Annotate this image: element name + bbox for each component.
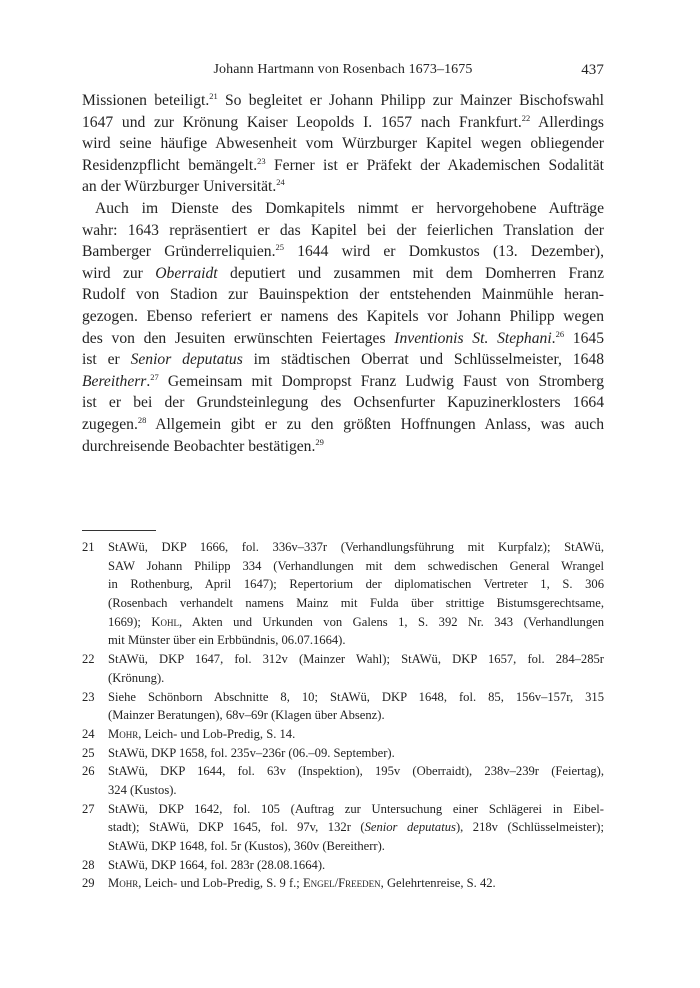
footnote-number: 28 [82, 857, 95, 872]
footnote-ref[interactable]: 26 [555, 328, 565, 339]
footnote-number: 22 [82, 652, 95, 667]
text: So begleitet er Johann Philipp zur Mainzer Bischofswahl [217, 92, 604, 109]
text: 1645 [564, 329, 604, 347]
footnote-28 [82, 856, 604, 875]
body-line [82, 328, 604, 350]
footnote-line: StAWü, DKP 1648, fol. 5r (Kustos), 360v (Bereitherr). [108, 839, 385, 853]
text: Siehe Schönborn Abschnitte 8, 10; StAWü, DKP 1648, fol. 85, 156v–157r, 315 [108, 689, 604, 704]
footnote-number: 25 [82, 745, 95, 760]
footnote-line [82, 613, 604, 632]
footnote-26 [82, 762, 604, 781]
body-line [82, 176, 604, 198]
footnote-number: 21 [82, 540, 95, 554]
body-line: ist er bei der Grundsteinlegung des Ochsenfurter Kapuzinerklosters 1664 [82, 394, 604, 412]
text: wird zur [82, 264, 156, 282]
footnote-line: 324 (Kustos). [108, 782, 177, 797]
body-paragraphs [82, 90, 604, 457]
text: an der Würzburger Universität. [82, 178, 277, 196]
footnotes [82, 538, 604, 893]
footnote-line: mit Münster über ein Erbbündnis, 06.07.1664). [108, 633, 346, 648]
body-line [82, 349, 604, 371]
text: ist er [82, 351, 131, 369]
text: Ferner ist er Präfekt der Akademischen Sodalität [265, 156, 604, 174]
body-line: wahr: 1643 repräsentiert er das Kapitel bei der feierlichen Translation der [82, 221, 604, 239]
body-line [82, 90, 604, 112]
author-name: Kohl [151, 614, 179, 629]
text: deputiert und zusammen mit dem Domherren Franz [217, 264, 604, 282]
footnote-line: SAW Johann Philipp 334 (Verhandlungen mit dem schwedischen General Wrangel [108, 558, 604, 573]
text: des von den Jesuiten erwünschten Feiertages [82, 329, 395, 347]
text: Allgemein gibt er zu den größten Hoffnungen Anlass, was auch [146, 415, 604, 433]
footnote-ref[interactable]: 29 [315, 436, 324, 447]
text: StAWü, DKP 1658, fol. 235v–236r (06.–09. September). [108, 745, 395, 760]
running-header [82, 60, 604, 84]
text: Residenzpflicht bemängelt. [82, 156, 258, 174]
footnote-number: 23 [82, 689, 95, 704]
body-line [82, 112, 604, 134]
author-name: Engel/Freeden [302, 876, 381, 891]
text: Allerdings [530, 113, 604, 131]
text: StAWü, DKP 1666, fol. 336v–337r (Verhandlungsführung mit Kurpfalz); StAWü, [108, 540, 604, 554]
footnote-ref[interactable]: 27 [150, 371, 159, 382]
footnote-ref[interactable]: 23 [257, 155, 266, 166]
footnote-line: in Rothenburg, April 1647); Repertorium der diplomatischen Vertreter 1, S. 306 [108, 577, 604, 592]
footnote-line [82, 818, 604, 837]
text: im städtischen Oberrat und Schlüsselmeister, 1648 [242, 351, 604, 369]
italic-text: Bereitherr [82, 372, 147, 390]
italic-text: Inventionis St. Stephani [394, 329, 552, 347]
footnote-line: (Krönung). [108, 670, 165, 685]
text: StAWü, DKP 1647, fol. 312v (Mainzer Wahl); StAWü, DKP 1657, fol. 284–285r [108, 652, 604, 667]
text: , Leich- und Lob-Predig, S. 14. [138, 726, 296, 741]
footnote-separator [82, 530, 156, 531]
footnote-line: (Mainzer Beratungen), 68v–69r (Klagen über Absenz). [108, 708, 385, 723]
body-line: Rudolf von Stadion zur Bauinspektion der entstehenden Mainmühle heran- [82, 286, 604, 304]
body-line: gezogen. Ebenso referiert er namens des Kapitels vor Johann Philipp wegen [82, 307, 604, 325]
author-name: Mohr [108, 876, 139, 891]
text: 1647 und zur Krönung Kaiser Leopolds I. 1657 nach Frankfurt. [82, 113, 522, 131]
footnote-25 [82, 744, 604, 763]
text: StAWü, DKP 1644, fol. 63v (Inspektion), 195v (Oberraidt), 238v–239r (Feiertag), [108, 764, 604, 779]
footnote-27 [82, 800, 604, 819]
body-line [82, 414, 604, 436]
footnote-number: 24 [82, 726, 95, 741]
footnote-ref[interactable]: 22 [521, 112, 531, 123]
body-line: Auch im Dienste des Domkapitels nimmt er hervorgehobene Aufträge [95, 199, 604, 217]
text: . [146, 372, 151, 390]
text: StAWü, DKP 1642, fol. 105 (Auftrag zur Untersuchung einer Schlägerei in Eibel- [108, 801, 604, 816]
running-title: Johann Hartmann von Rosenbach 1673–1675 [213, 62, 473, 77]
body-line [82, 263, 604, 285]
body-line: wird seine häufige Abwesenheit vom Würzburger Kapitel wegen obliegender [82, 135, 604, 153]
body-line [82, 436, 604, 458]
body-line [82, 155, 604, 177]
text: Bamberger Gründerreliquien. [82, 243, 276, 261]
footnote-number: 27 [82, 801, 95, 816]
author-name: Mohr [108, 726, 139, 741]
text: , Gelehrtenreise, S. 42. [380, 876, 496, 891]
footnote-ref[interactable]: 24 [276, 177, 285, 188]
italic-text: Senior deputatus [130, 351, 243, 369]
text: , Akten und Urkunden von Galens 1, S. 392 Nr. 343 (Verhandlungen [178, 614, 604, 629]
body-line [82, 241, 604, 263]
footnote-22 [82, 650, 604, 669]
text: stadt); StAWü, DKP 1645, fol. 97v, 132r ( [108, 820, 365, 835]
footnote-29 [82, 874, 604, 893]
text: , Leich- und Lob-Predig, S. 9 f.; [138, 876, 303, 891]
italic-text: Oberraidt [155, 264, 218, 282]
body-line [82, 371, 604, 393]
footnote-21 [82, 538, 604, 557]
text: 1644 wird er Domkustos (13. Dezember), [283, 243, 604, 261]
footnote-number: 29 [82, 876, 95, 891]
text: Missionen beteiligt. [82, 92, 210, 109]
text: Gemeinsam mit Dompropst Franz Ludwig Faust von Stromberg [158, 372, 604, 390]
text: 1669); [108, 614, 152, 629]
text: ), 218v (Schlüsselmeister); [455, 820, 604, 835]
footnote-ref[interactable]: 21 [209, 91, 218, 101]
footnote-number: 26 [82, 764, 95, 779]
text: durchreisende Beobachter bestätigen. [82, 437, 316, 455]
italic-text: Senior deputatus [364, 820, 456, 835]
footnote-23 [82, 688, 604, 707]
footnote-24 [82, 725, 604, 744]
footnote-ref[interactable]: 28 [137, 414, 147, 425]
footnote-ref[interactable]: 25 [275, 242, 284, 253]
text: StAWü, DKP 1664, fol. 283r (28.08.1664). [108, 857, 326, 872]
page-number: 437 [581, 62, 604, 78]
footnote-line: (Rosenbach verhandelt namens Mainz mit Fulda über strittige Bistumsgerechtsame, [108, 596, 604, 611]
text: . [551, 329, 556, 347]
text: zugegen. [82, 415, 138, 433]
